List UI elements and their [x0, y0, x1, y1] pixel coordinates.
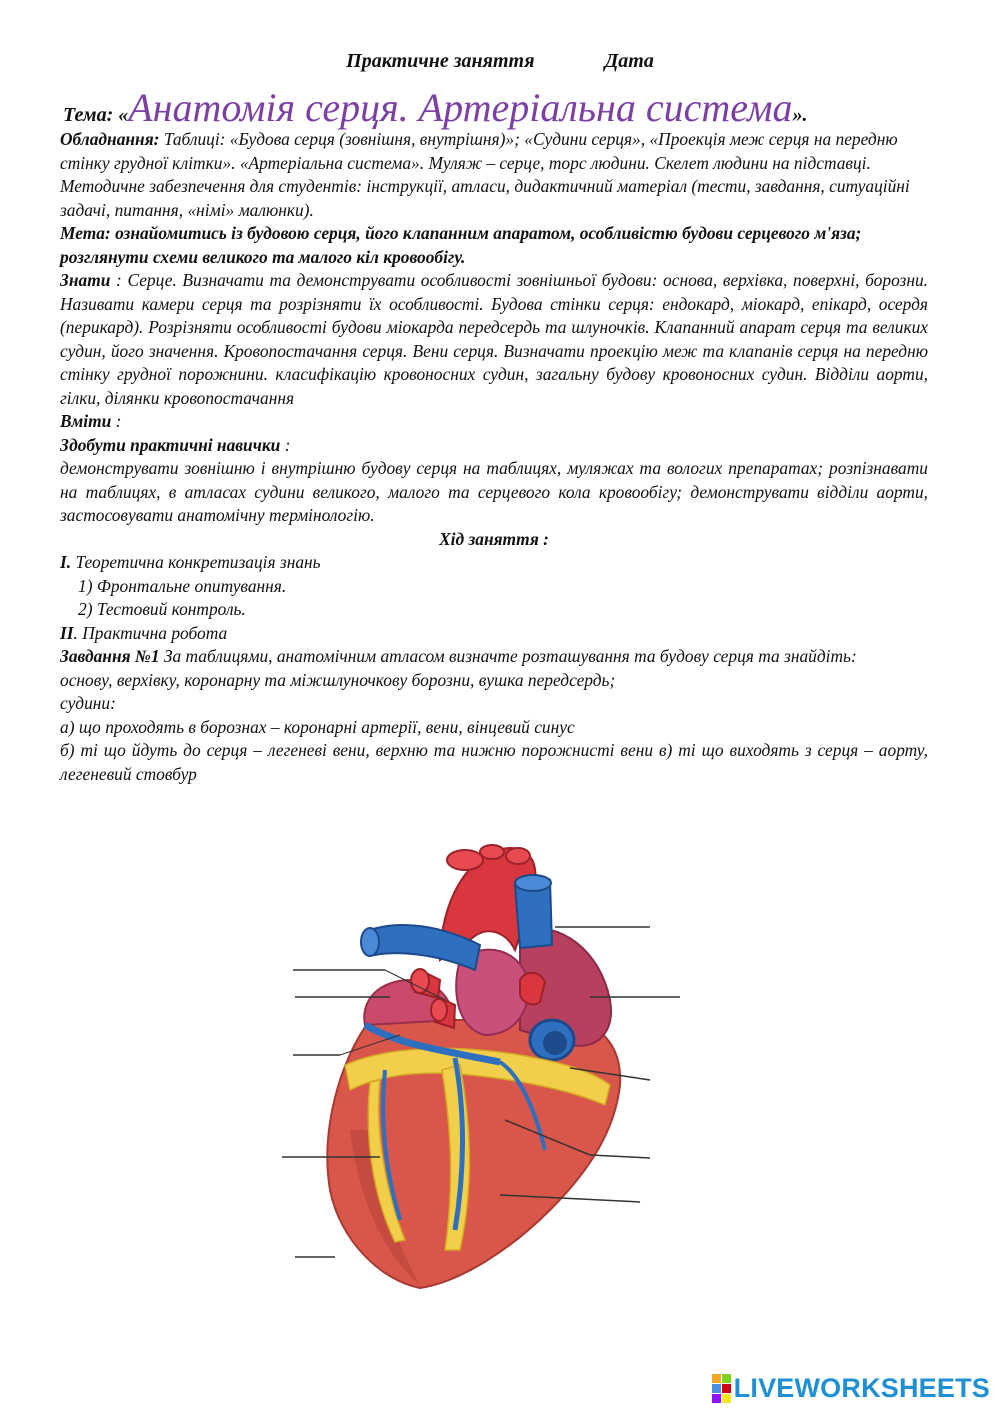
practical-skills-line: [60, 434, 928, 458]
task1-label: Завдання №1: [60, 646, 160, 666]
section1-num: І.: [60, 552, 72, 572]
task1-line4: б) ті що йдуть до серця – легеневі вени, верхню та нижню порожнисті вени в) ті що виходять з серця – аорту, легеневий стовбур: [60, 740, 928, 784]
pv-opening-2: [431, 999, 447, 1021]
topic-label: Тема:: [63, 104, 114, 126]
skills-line: [60, 410, 928, 434]
aorta-branch-3: [506, 848, 530, 864]
practical-skills-colon: :: [280, 434, 291, 455]
section2-title: . Практична робота: [73, 622, 228, 643]
task1-line2: судини:: [60, 693, 116, 713]
section1-item: 2) Тестовий контроль.: [78, 599, 246, 619]
ivc-opening: [543, 1031, 567, 1055]
svc-opening: [515, 875, 551, 891]
equipment-text: Таблиці: «Будова серця (зовнішня, внутрішня)»; «Судини серця», «Проекція меж серця на передню стінку грудної клітки». «Артеріальна система». Муляж – серце, торс людини. Скелет людини на підставці. Методичне забезпечення для студентів: інструкції, атласи, дидактичний матеріал (тести, завдання, ситуаційні задачі, питання, «німі» малюнки).: [60, 129, 910, 220]
header: [0, 50, 1000, 73]
task1-text: За таблицями, анатомічним атласом визначте розташування та будову серця та знайдіть:: [159, 646, 857, 666]
liveworksheets-logo[interactable]: [712, 1370, 990, 1406]
aorta-branch-2: [480, 845, 504, 859]
skills-colon: :: [111, 411, 122, 431]
topic-title: Анатомія серця. Артеріальна система: [128, 85, 793, 130]
date-label: Дата: [604, 50, 654, 72]
logo-grid-icon: [712, 1374, 731, 1403]
task1-paragraph: [60, 645, 928, 669]
task1-line1: основу, верхівку, коронарну та міжшлуночкову борозни, вушка передсердь;: [60, 669, 616, 690]
know-text: : Серце. Визначати та демонструвати особливості зовнішньої будови: основа, верхівка, поверхні, борозни. Називати камери серця та розрізняти їх особливості. Будова стінки серця: ендокард, міокард, епікард, осердя (перикард). Розрізняти особливості будови міокарда передсердь та шлуночків. Клапанний апарат серця та великих судин, його значення. Кровопостачання серця. Вени серця. Визначати проекцію меж та клапанів серця на передню стінку грудної порожнини. класифікацію кровоносних судин, загальну будову кровоносних судин. Відділи аорти, гілки, ділянки кровопостачання: [60, 270, 928, 408]
topic-close-quote: ».: [792, 104, 808, 126]
pulmonary-vein-3: [520, 973, 545, 1005]
section1-heading: [60, 551, 928, 575]
task1-line3: а) що проходять в борознах – коронарні артерії, вени, вінцевий синус: [60, 716, 575, 737]
equipment-paragraph: [60, 128, 928, 222]
section2-num: ІІ: [60, 622, 74, 643]
practical-skills-label: Здобути практичні навички: [60, 434, 281, 455]
practical-label: Практичне заняття: [346, 50, 535, 72]
course-title: Хід заняття :: [439, 528, 549, 549]
pv-opening-1: [411, 969, 429, 993]
aorta-branch-1: [447, 850, 483, 870]
section1-item: 1) Фронтальне опитування.: [78, 575, 287, 596]
logo-text: LIVEWORKSHEETS: [733, 1372, 990, 1403]
topic-open-quote: «: [113, 104, 129, 126]
practical-skills-text: демонструвати зовнішню і внутрішню будову серця на таблицях, муляжах та вологих препаратах; розпізнавати на таблицях, в атласах судини великого, малого та серцевого кола кровообігу; демонструвати відділи аорти, застосовувати анатомічну термінологію.: [60, 458, 928, 525]
skills-label: Вміти: [60, 411, 112, 431]
pulmonary-artery-opening: [361, 928, 379, 956]
document-body: [60, 128, 928, 786]
section2-heading: [60, 622, 928, 646]
goal-paragraph: Мета: ознайомитись із будовою серця, його клапанним апаратом, особливістю будови серцевого м'яза; розглянути схеми великого та малого кіл кровообігу.: [60, 223, 862, 267]
topic-line: [63, 84, 943, 131]
know-label: Знати: [60, 270, 111, 290]
section1-title: Теоретична конкретизація знань: [71, 552, 321, 572]
know-paragraph: [60, 269, 928, 410]
label-line-9b: [590, 1155, 650, 1158]
equipment-label: Обладнання:: [60, 129, 160, 149]
heart-illustration: [270, 830, 710, 1290]
